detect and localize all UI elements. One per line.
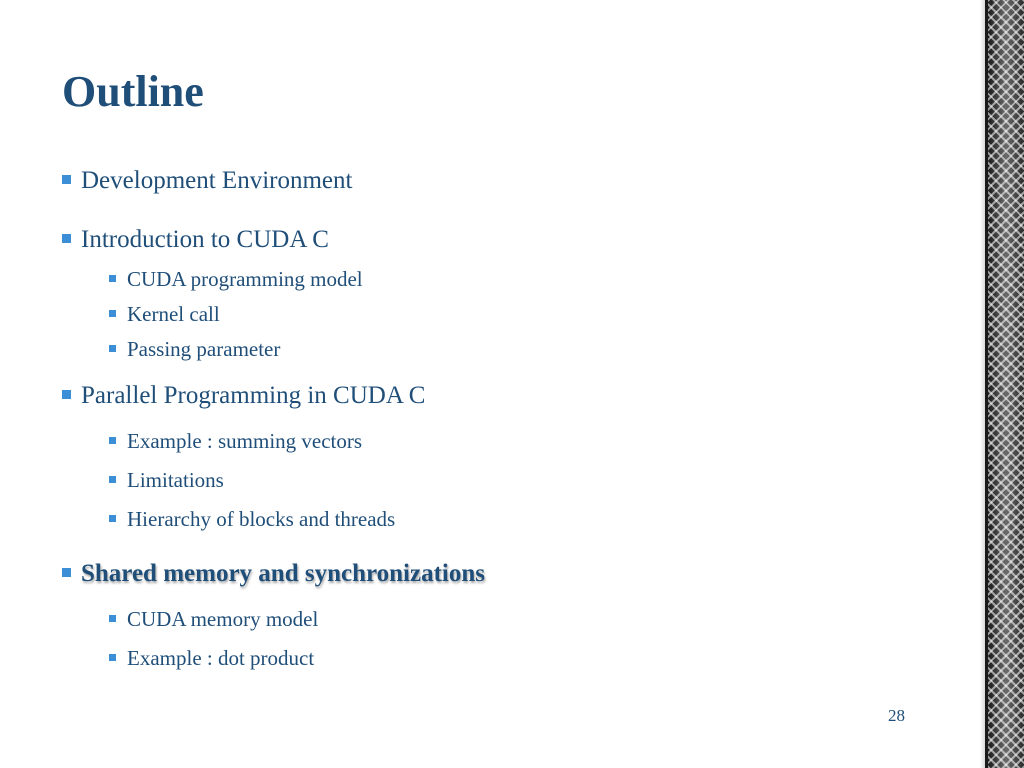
outline-list [62, 163, 922, 678]
square-bullet-icon [109, 437, 116, 444]
square-bullet-icon [109, 310, 116, 317]
square-bullet-icon [62, 390, 71, 399]
sub-item-label: Limitations [127, 468, 224, 492]
sub-item-hierarchy-of-blocks [109, 500, 922, 539]
sub-item-label: Hierarchy of blocks and threads [127, 507, 396, 531]
square-bullet-icon [62, 175, 71, 184]
square-bullet-icon [62, 234, 71, 243]
slide-title: Outline [62, 67, 204, 116]
outline-item-development-environment [62, 163, 922, 199]
sub-item-label: Example : summing vectors [127, 429, 363, 453]
outline-item-label-current: Shared memory and synchronizations [81, 560, 485, 587]
square-bullet-icon [62, 568, 71, 577]
square-bullet-icon [109, 275, 116, 282]
outline-item-label: Development Environment [81, 167, 353, 194]
sub-item-example-summing-vectors [109, 422, 922, 461]
sub-item-limitations [109, 461, 922, 500]
sub-item-label: CUDA programming model [127, 267, 363, 291]
sub-item-label: Example : dot product [127, 646, 315, 670]
outline-item-label: Introduction to CUDA C [81, 226, 329, 253]
sub-item-example-dot-product [109, 639, 922, 678]
square-bullet-icon [109, 515, 116, 522]
outline-item-introduction-to-cuda-c [62, 222, 922, 367]
sub-item-label: CUDA memory model [127, 607, 319, 631]
square-bullet-icon [109, 615, 116, 622]
sub-item-label: Passing parameter [127, 337, 281, 361]
decorative-side-pattern [988, 0, 1024, 768]
outline-item-parallel-programming [62, 378, 922, 539]
sub-item-kernel-call [109, 297, 922, 332]
sub-item-cuda-memory-model [109, 600, 922, 639]
sub-item-passing-parameter [109, 332, 922, 367]
square-bullet-icon [109, 476, 116, 483]
square-bullet-icon [109, 654, 116, 661]
square-bullet-icon [109, 345, 116, 352]
sub-item-cuda-programming-model [109, 262, 922, 297]
outline-item-label: Parallel Programming in CUDA C [81, 382, 426, 409]
outline-item-shared-memory [62, 556, 922, 678]
page-number: 28 [888, 706, 905, 725]
sub-item-label: Kernel call [127, 302, 220, 326]
